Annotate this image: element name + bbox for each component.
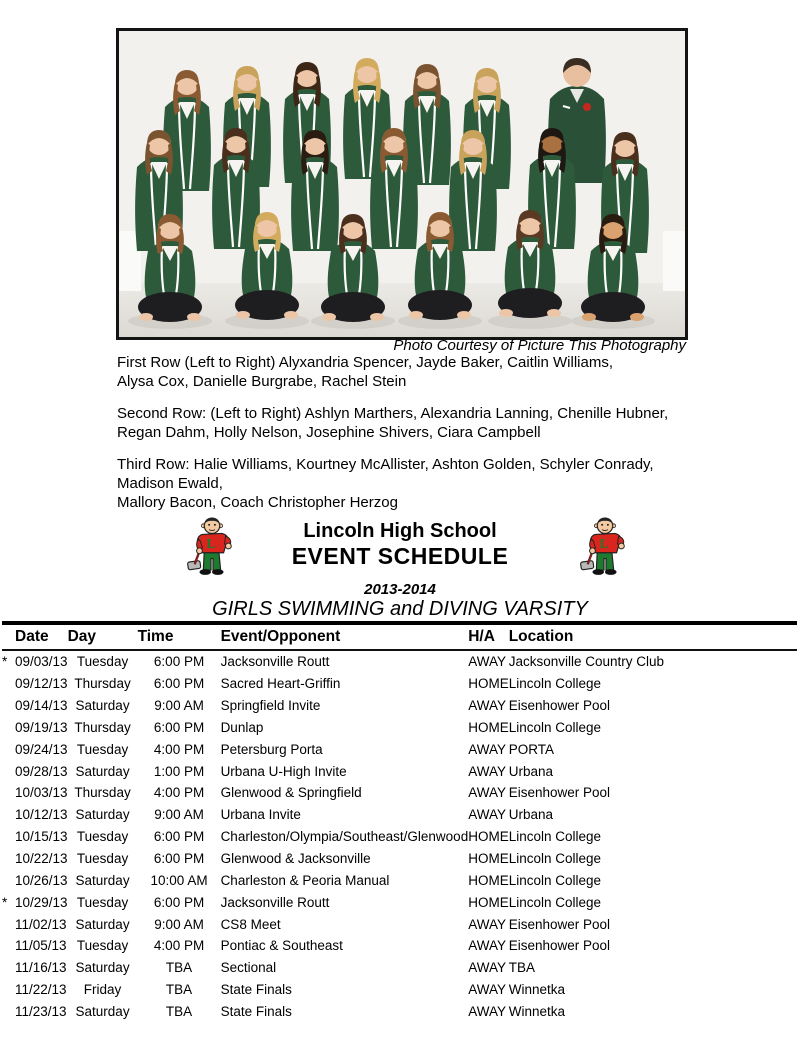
- cell-ha: AWAY: [468, 807, 506, 823]
- season-label: 2013-2014: [364, 581, 436, 598]
- school-name: Lincoln High School: [303, 520, 497, 542]
- cell-event: Jacksonville Routt: [220, 654, 330, 670]
- cell-date: 10/29/13: [15, 894, 68, 910]
- col-day: Day: [67, 628, 96, 645]
- schedule-row: [2, 782, 797, 804]
- cell-event: Sacred Heart-Griffin: [220, 676, 341, 692]
- svg-text:L: L: [599, 535, 609, 551]
- schedule-row: [2, 1001, 797, 1023]
- cell-location: Eisenhower Pool: [508, 785, 611, 801]
- cell-time: 6:00 PM: [153, 829, 205, 845]
- cell-ha: AWAY: [468, 938, 506, 954]
- col-event: Event/Opponent: [220, 628, 341, 645]
- cell-event: Petersburg Porta: [220, 741, 323, 757]
- cell-location: Eisenhower Pool: [508, 698, 611, 714]
- cell-day: Thursday: [74, 785, 131, 801]
- cell-ha: AWAY: [468, 763, 506, 779]
- cell-location: Lincoln College: [508, 851, 602, 867]
- cell-note: *: [2, 654, 8, 670]
- cell-event: Jacksonville Routt: [220, 894, 330, 910]
- schedule-row: [2, 826, 797, 848]
- cell-time: 9:00 AM: [154, 807, 204, 823]
- cell-day: Saturday: [75, 698, 130, 714]
- cell-location: Lincoln College: [508, 829, 602, 845]
- schedule-row: [2, 957, 797, 979]
- cell-time: 9:00 AM: [154, 698, 204, 714]
- cell-note: [2, 1001, 15, 1023]
- cell-time: 4:00 PM: [153, 785, 205, 801]
- cell-ha: AWAY: [468, 1003, 506, 1019]
- schedule-body: [2, 650, 797, 1022]
- cell-date: 09/14/13: [15, 698, 68, 714]
- cell-event: Urbana U-High Invite: [220, 763, 347, 779]
- schedule-row: [2, 804, 797, 826]
- cell-time: 4:00 PM: [153, 938, 205, 954]
- cell-location: Eisenhower Pool: [508, 916, 611, 932]
- cell-ha: HOME: [468, 719, 509, 735]
- cell-day: Tuesday: [76, 741, 129, 757]
- cell-time: TBA: [165, 982, 193, 998]
- schedule-header: [2, 623, 797, 650]
- cell-note: [2, 782, 15, 804]
- cell-time: 6:00 PM: [153, 894, 205, 910]
- schedule-row: [2, 717, 797, 739]
- cell-ha: AWAY: [468, 785, 506, 801]
- cell-event: CS8 Meet: [220, 916, 281, 932]
- third-row-names: Third Row: Halie Williams, Kourtney McAllister, Ashton Golden, Schyler Conrady, Madison Ewald, Mallory Bacon, Coach Christopher Herzog: [117, 456, 654, 511]
- event-header: [0, 519, 800, 569]
- cell-day: Saturday: [75, 763, 130, 779]
- cell-ha: HOME: [468, 872, 509, 888]
- cell-date: 09/12/13: [15, 676, 68, 692]
- cell-time: 6:00 PM: [153, 719, 205, 735]
- cell-note: [2, 979, 15, 1001]
- cell-note: [2, 913, 15, 935]
- cell-date: 11/16/13: [15, 960, 67, 976]
- cell-time: 4:00 PM: [153, 741, 205, 757]
- cell-date: 09/28/13: [15, 763, 68, 779]
- cell-date: 10/22/13: [15, 851, 68, 867]
- col-note: [2, 623, 15, 650]
- cell-day: Saturday: [75, 916, 130, 932]
- svg-text:L: L: [206, 535, 216, 551]
- cell-location: Jacksonville Country Club: [508, 654, 665, 670]
- cell-ha: HOME: [468, 676, 509, 692]
- cell-location: Lincoln College: [508, 676, 602, 692]
- cell-event: Pontiac & Southeast: [220, 938, 343, 954]
- cell-ha: AWAY: [468, 654, 506, 670]
- cell-note: [2, 848, 15, 870]
- cell-date: 10/03/13: [15, 785, 68, 801]
- cell-note: [2, 695, 15, 717]
- cell-note: [2, 717, 15, 739]
- cell-note: [2, 804, 15, 826]
- cell-date: 11/22/13: [15, 982, 67, 998]
- cell-time: 6:00 PM: [153, 676, 205, 692]
- cell-date: 09/24/13: [15, 741, 68, 757]
- schedule-row: [2, 935, 797, 957]
- cell-time: 10:00 AM: [150, 872, 208, 888]
- cell-note: [2, 738, 15, 760]
- schedule-table: [2, 621, 797, 1022]
- cell-time: 1:00 PM: [153, 763, 205, 779]
- cell-note: [2, 673, 15, 695]
- cell-date: 11/02/13: [15, 916, 67, 932]
- cell-event: State Finals: [220, 982, 292, 998]
- cell-event: Charleston/Olympia/Southeast/Glenwood: [220, 829, 469, 845]
- cell-note: [2, 760, 15, 782]
- cell-location: Lincoln College: [508, 719, 602, 735]
- cell-event: Charleston & Peoria Manual: [220, 872, 390, 888]
- schedule-row: [2, 738, 797, 760]
- cell-event: Sectional: [220, 960, 277, 976]
- cell-note: [2, 935, 15, 957]
- cell-event: Urbana Invite: [220, 807, 301, 823]
- cell-note: [2, 826, 15, 848]
- cell-time: 6:00 PM: [153, 654, 205, 670]
- cell-day: Friday: [83, 982, 122, 998]
- cell-location: PORTA: [508, 741, 554, 757]
- cell-location: Eisenhower Pool: [508, 938, 611, 954]
- cell-event: Glenwood & Jacksonville: [220, 851, 371, 867]
- cell-day: Tuesday: [76, 894, 129, 910]
- schedule-row: [2, 979, 797, 1001]
- schedule-row: [2, 673, 797, 695]
- cell-day: Saturday: [75, 872, 130, 888]
- schedule-row: [2, 891, 797, 913]
- schedule-row: [2, 913, 797, 935]
- cell-day: Saturday: [75, 1003, 130, 1019]
- schedule-row: [2, 848, 797, 870]
- cell-location: Urbana: [508, 807, 553, 823]
- first-row-names: First Row (Left to Right) Alyxandria Spencer, Jayde Baker, Caitlin Williams, Alysa Cox, Danielle Burgrabe, Rachel Stein: [117, 354, 614, 390]
- cell-ha: HOME: [468, 894, 509, 910]
- schedule-row: [2, 695, 797, 717]
- cell-time: TBA: [165, 960, 193, 976]
- cell-date: 09/03/13: [15, 654, 68, 670]
- cell-day: Tuesday: [76, 654, 129, 670]
- cell-date: 09/19/13: [15, 719, 68, 735]
- roster-text: [117, 353, 717, 525]
- cell-event: Springfield Invite: [220, 698, 321, 714]
- schedule-row: [2, 869, 797, 891]
- cell-day: Thursday: [74, 676, 131, 692]
- cell-location: Urbana: [508, 763, 553, 779]
- cell-location: Lincoln College: [508, 894, 602, 910]
- cell-day: Saturday: [75, 807, 130, 823]
- col-location: Location: [508, 628, 574, 645]
- cell-date: 10/26/13: [15, 872, 68, 888]
- cell-ha: AWAY: [468, 960, 506, 976]
- cell-date: 11/05/13: [15, 938, 67, 954]
- cell-ha: AWAY: [468, 741, 506, 757]
- schedule-row: [2, 760, 797, 782]
- cell-note: *: [2, 894, 8, 910]
- cell-event: Glenwood & Springfield: [220, 785, 362, 801]
- cell-day: Tuesday: [76, 829, 129, 845]
- cell-event: Dunlap: [220, 719, 264, 735]
- cell-ha: AWAY: [468, 698, 506, 714]
- cell-day: Tuesday: [76, 938, 129, 954]
- col-ha: H/A: [468, 628, 495, 645]
- cell-day: Tuesday: [76, 851, 129, 867]
- cell-ha: AWAY: [468, 916, 506, 932]
- col-date: Date: [15, 628, 49, 645]
- schedule-row: [2, 650, 797, 673]
- cell-location: Winnetka: [508, 1003, 565, 1019]
- cell-location: Winnetka: [508, 982, 565, 998]
- cell-ha: HOME: [468, 851, 509, 867]
- cell-date: 10/12/13: [15, 807, 68, 823]
- cell-time: 9:00 AM: [154, 916, 204, 932]
- cell-time: TBA: [165, 1003, 193, 1019]
- cell-date: 10/15/13: [15, 829, 68, 845]
- cell-ha: HOME: [468, 829, 509, 845]
- cell-date: 11/23/13: [15, 1003, 67, 1019]
- cell-note: [2, 869, 15, 891]
- cell-location: Lincoln College: [508, 872, 602, 888]
- cell-note: [2, 957, 15, 979]
- col-time: Time: [137, 628, 174, 645]
- cell-location: TBA: [508, 960, 535, 976]
- team-subtitle: GIRLS SWIMMING and DIVING VARSITY: [212, 598, 588, 620]
- cell-day: Saturday: [75, 960, 130, 976]
- cell-ha: AWAY: [468, 982, 506, 998]
- team-photo-image: [119, 31, 685, 337]
- event-schedule-title: EVENT SCHEDULE: [291, 543, 509, 569]
- cell-day: Thursday: [74, 719, 131, 735]
- team-photo: [116, 28, 688, 340]
- cell-event: State Finals: [220, 1003, 292, 1019]
- photo-credit: Photo Courtesy of Picture This Photography: [393, 337, 686, 354]
- cell-time: 6:00 PM: [153, 851, 205, 867]
- second-row-names: Second Row: (Left to Right) Ashlyn Marthers, Alexandria Lanning, Chenille Hubner, Regan Dahm, Holly Nelson, Josephine Shivers, Ciara Campbell: [117, 405, 669, 441]
